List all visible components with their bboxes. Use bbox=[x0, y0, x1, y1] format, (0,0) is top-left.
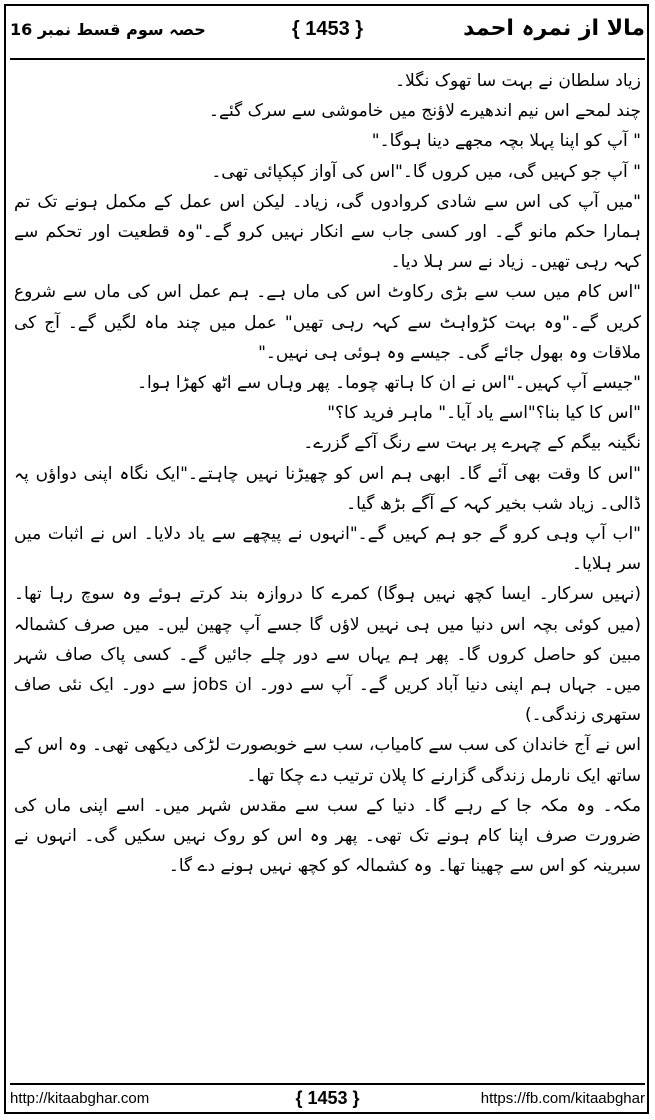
page-footer bbox=[10, 1086, 645, 1114]
paragraph: مکہ۔ وہ مکہ جا کے رہے گا۔ دنیا کے سب سے مقدس شہر میں۔ اسے اپنی ماں کی ضرورت صرف اپنا کام ہونے تک تھی۔ پھر وہ اس کو روک نہیں سکیں گی۔ انہوں نے سبرینہ کو اس سے چھینا تھا۔ وہ کشمالہ کو کچھ نہیں ہونے دے گا۔ bbox=[14, 795, 641, 877]
paragraph: نگینہ بیگم کے چہرے پر بہت سے رنگ آکے گزرے۔ bbox=[303, 433, 641, 454]
paragraph: اس نے آج خاندان کی سب سے کامیاب، سب سے خوبصورت لڑکی دیکھی تھی۔ وہ اس کے ساتھ ایک نارمل زندگی گزارنے کا پلان ترتیب دے چکا تھا۔ bbox=[14, 735, 641, 786]
paragraph: "اس کا کیا بنا؟"اسے یاد آیا۔" ماہر فرید کا؟" bbox=[327, 403, 641, 424]
book-title: مالا از نمرہ احمد bbox=[463, 16, 645, 41]
paragraph: "اب آپ وہی کرو گے جو ہم کہیں گے۔"انہوں نے پیچھے سے یاد دلایا۔ اس نے اثبات میں سر ہلایا۔ bbox=[14, 524, 641, 575]
facebook-link[interactable]: https://fb.com/kitaabghar bbox=[480, 1090, 645, 1107]
paragraph: "میں آپ کی اس سے شادی کروادوں گی، زیاد۔ لیکن اس عمل کے مکمل ہونے تک تم ہمارا حکم مانو گے۔ اور کسی جاب سے انکار نہیں کرو گے۔"وہ قطعیت اور تحکم سے کہہ رہی تھیں۔ زیاد نے سر ہلا دیا۔ bbox=[14, 191, 641, 273]
paragraph: زیاد سلطان نے بہت سا تھوک نگلا۔ bbox=[395, 71, 641, 91]
paragraph: " آپ کو اپنا پہلا بچہ مجھے دینا ہوگا۔" bbox=[371, 131, 641, 152]
paragraph: (نہیں سرکار۔ ایسا کچھ نہیں ہوگا) کمرے کا دروازہ بند کرتے ہوئے وہ سوچ رہا تھا۔ (میں کوئی بچہ اس دنیا میں ہی نہیں لاؤں گا جسے آپ چھین لیں۔ میں صرف کشمالہ مبین کو حاصل کروں گا۔ پھر ہم یہاں سے دور چلے جائیں گے۔ کسی پاک صاف شہر میں۔ جہاں ہم اپنی دنیا آباد کریں گے۔ آپ سے دور۔ ان jobs سے دور۔ ایک نئی صاف ستھری زندگی۔) bbox=[14, 584, 641, 726]
paragraph: " آپ جو کہیں گی، میں کروں گا۔"اس کی آواز کپکپائی تھی۔ bbox=[211, 161, 641, 182]
paragraph: "جیسے آپ کہیں۔"اس نے ان کا ہاتھ چوما۔ پھر وہاں سے اٹھ کھڑا ہوا۔ bbox=[137, 373, 641, 394]
website-link[interactable]: http://kitaabghar.com bbox=[10, 1090, 150, 1107]
story-text bbox=[14, 66, 641, 1076]
paragraph: "اس کا وقت بھی آئے گا۔ ابھی ہم اس کو چھیڑنا نہیں چاہتے۔"ایک نگاہ اپنی دواؤں پہ ڈالی۔ زیاد شب بخیر کہہ کے آگے بڑھ گیا۔ bbox=[14, 463, 641, 514]
header-divider bbox=[10, 58, 645, 60]
footer-divider bbox=[10, 1083, 645, 1085]
paragraph: چند لمحے اس نیم اندھیرے لاؤنج میں خاموشی سے سرک گئے۔ bbox=[209, 101, 641, 122]
page-header bbox=[10, 10, 645, 58]
part-label: حصہ سوم قسط نمبر 16 bbox=[10, 20, 206, 39]
paragraph: "اس کام میں سب سے بڑی رکاوٹ اس کی ماں ہے۔ ہم عمل اس کی ماں سے شروع کریں گے۔"وہ بہت کڑواہٹ سے کہہ رہی تھیں" عمل میں چند ماہ لگیں گے۔ آج کی ملاقات وہ بھول جائے گی۔ جیسے وہ ہوئی ہی نہیں۔" bbox=[14, 282, 641, 363]
footer-page-number: { 1453 } bbox=[295, 1088, 360, 1108]
header-page-number: { 1453 } bbox=[291, 18, 364, 40]
